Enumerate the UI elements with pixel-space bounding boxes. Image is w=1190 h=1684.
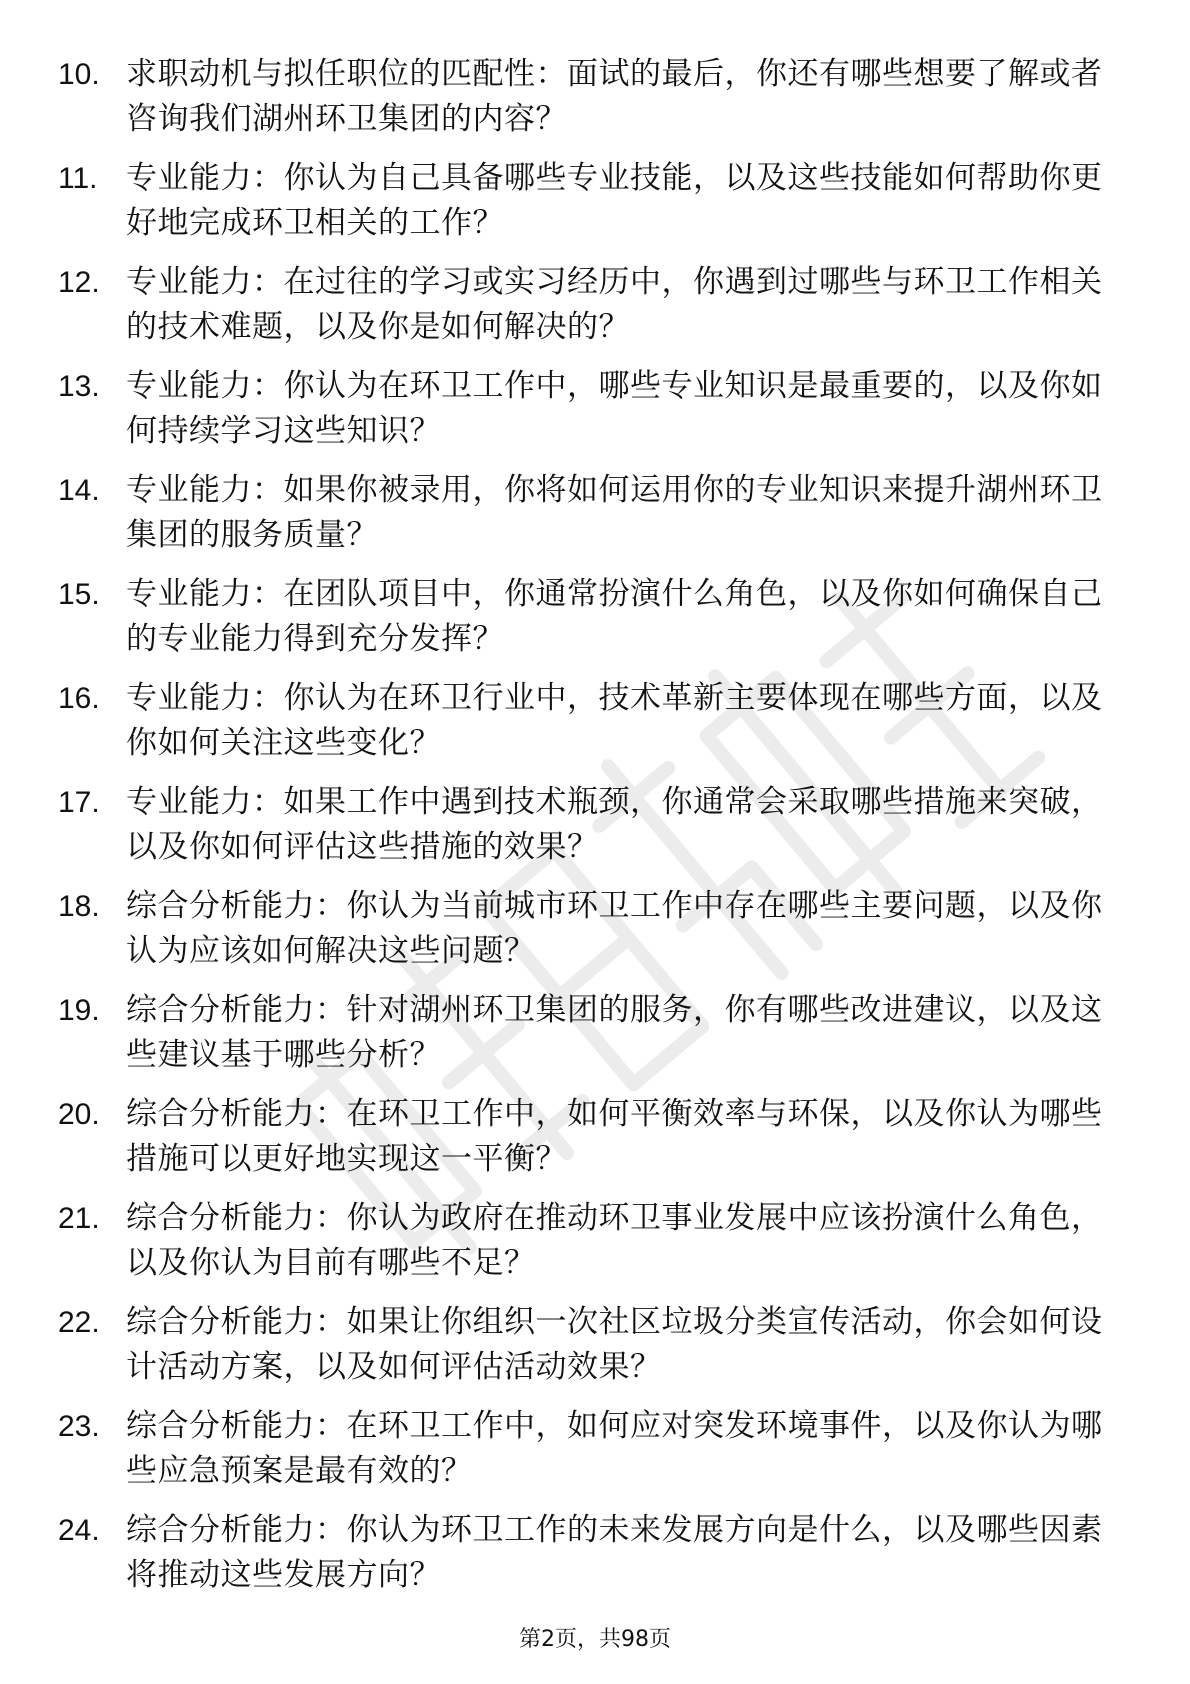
list-item (0, 1300, 1190, 1404)
question-number: 16. (58, 682, 100, 715)
list-item (0, 364, 1190, 468)
question-text: 综合分析能力：你认为环卫工作的未来发展方向是什么，以及哪些因素将推动这些发展方向？ (126, 1512, 1103, 1593)
list-item (0, 156, 1190, 260)
question-number: 18. (58, 890, 100, 923)
list-item (0, 468, 1190, 572)
question-text: 综合分析能力：你认为政府在推动环卫事业发展中应该扮演什么角色，以及你认为目前有哪些不足？ (126, 1200, 1103, 1281)
list-item (0, 988, 1190, 1092)
question-list (0, 52, 1190, 1612)
list-item (0, 1092, 1190, 1196)
question-number: 19. (58, 994, 100, 1027)
list-item (0, 52, 1190, 156)
question-text: 专业能力：如果工作中遇到技术瓶颈，你通常会采取哪些措施来突破，以及你如何评估这些措施的效果？ (126, 784, 1103, 865)
question-number: 21. (58, 1202, 100, 1235)
question-number: 12. (58, 266, 100, 299)
question-text: 专业能力：你认为在环卫工作中，哪些专业知识是最重要的，以及你如何持续学习这些知识？ (126, 368, 1103, 449)
question-text: 专业能力：你认为自己具备哪些专业技能，以及这些技能如何帮助你更好地完成环卫相关的工作？ (126, 160, 1103, 241)
list-item (0, 780, 1190, 884)
question-number: 22. (58, 1306, 100, 1339)
list-item (0, 572, 1190, 676)
question-number: 15. (58, 578, 100, 611)
question-text: 专业能力：你认为在环卫行业中，技术革新主要体现在哪些方面，以及你如何关注这些变化？ (126, 680, 1103, 761)
question-text: 求职动机与拟任职位的匹配性：面试的最后，你还有哪些想要了解或者咨询我们湖州环卫集团的内容？ (126, 56, 1103, 137)
question-text: 综合分析能力：如果让你组织一次社区垃圾分类宣传活动，你会如何设计活动方案，以及如何评估活动效果？ (126, 1304, 1103, 1385)
question-text: 综合分析能力：针对湖州环卫集团的服务，你有哪些改进建议，以及这些建议基于哪些分析？ (126, 992, 1103, 1073)
page-number-label: 第2页，共98页 (519, 1627, 671, 1652)
list-item (0, 884, 1190, 988)
question-text: 专业能力：在过往的学习或实习经历中，你遇到过哪些与环卫工作相关的技术难题，以及你是如何解决的？ (126, 264, 1103, 345)
question-number: 14. (58, 474, 100, 507)
question-number: 10. (58, 58, 100, 91)
list-item (0, 1196, 1190, 1300)
question-number: 11. (58, 162, 98, 195)
page-footer (0, 1626, 1190, 1654)
list-item (0, 1508, 1190, 1612)
question-number: 13. (58, 370, 100, 403)
question-text: 专业能力：如果你被录用，你将如何运用你的专业知识来提升湖州环卫集团的服务质量？ (126, 472, 1103, 553)
question-number: 20. (58, 1098, 100, 1131)
question-number: 17. (58, 786, 100, 819)
list-item (0, 676, 1190, 780)
question-text: 专业能力：在团队项目中，你通常扮演什么角色，以及你如何确保自己的专业能力得到充分发挥？ (126, 576, 1103, 657)
question-text: 综合分析能力：在环卫工作中，如何平衡效率与环保，以及你认为哪些措施可以更好地实现这一平衡？ (126, 1096, 1103, 1177)
question-number: 23. (58, 1410, 100, 1443)
list-item (0, 1404, 1190, 1508)
question-number: 24. (58, 1514, 100, 1547)
list-item (0, 260, 1190, 364)
question-text: 综合分析能力：在环卫工作中，如何应对突发环境事件，以及你认为哪些应急预案是最有效的？ (126, 1408, 1103, 1489)
question-text: 综合分析能力：你认为当前城市环卫工作中存在哪些主要问题，以及你认为应该如何解决这些问题？ (126, 888, 1103, 969)
